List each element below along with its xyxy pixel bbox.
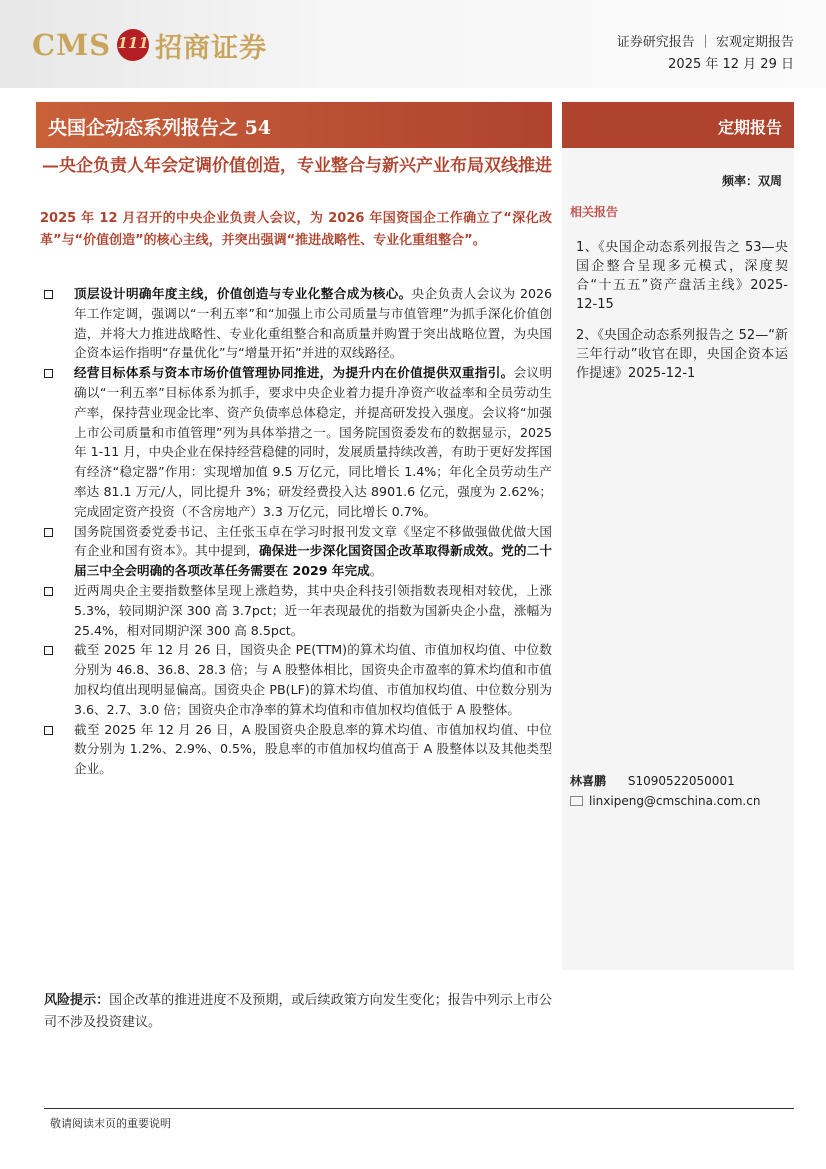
key-point: 经营目标体系与资本市场价值管理协同推进，为提升内在价值提供双重指引。会议明确以“一利五率”目标体系为抓手，要求中央企业着力提升净资产收益率和全员劳动生产率，保持营业现金比率、资产负债率总体稳定，并提高研发投入强度。会议将“加强上市公司质量和市值管理”列为具体举措之一。国务院国资委发布的数据显示，2025 年 1-11 月，中央企业在保持经营稳健的同时，发展质量持续改善，有助于更好发挥国有经济“稳定器”作用：实现增加值 9.5 万亿元，同比增长 1.4%；年化全员劳动生产率达 81.1 万元/人，同比提升 3%；研发经费投入达 8901.6 亿元，强度为 2.62%；完成固定资产投资（不含房地产）3.3 万亿元，同比增长 0.7%。 (40, 363, 552, 521)
mail-icon (570, 796, 583, 806)
frequency-label: 频率：双周 (721, 174, 782, 188)
checkbox-square-icon (44, 290, 53, 299)
risk-label: 风险提示： (44, 993, 110, 1008)
analyst-name: 林喜鹏 (570, 774, 607, 788)
cms-logo (32, 26, 267, 64)
analyst-info (570, 772, 735, 789)
risk-text: 国企改革的推进进度不及预期，或后续政策方向发生变化；报告中列示上市公司不涉及投资建议。 (44, 993, 552, 1030)
key-points-list (40, 284, 552, 779)
checkbox-square-icon (44, 369, 53, 378)
key-point: 截至 2025 年 12 月 26 日，国资央企 PE(TTM)的算术均值、市值加权均值、中位数分别为 46.8、36.8、28.3 倍；与 A 股整体相比，国资央企市盈率的算术均值和市值加权均值出现明显偏高。国资央企 PB(LF)的算术均值、市值加权均值、中位数分别为 3.6、2.7、3.0 倍；国资央企市净率的算术均值和市值加权均值低于 A 股整体。 (40, 640, 552, 719)
analyst-email[interactable]: linxipeng@cmschina.com.cn (589, 794, 761, 808)
logo-mark-icon: 111 (117, 29, 149, 61)
related-reports-list (576, 238, 788, 395)
report-category-label: 定期报告 (717, 118, 782, 137)
report-title: 央国企动态系列报告之 54 (48, 117, 272, 139)
report-date: 2025 年 12 月 29 日 (668, 57, 794, 72)
report-subtitle: —央企负责人年会定调价值创造，专业整合与新兴产业布局双线推进 (42, 156, 552, 176)
checkbox-square-icon (44, 528, 53, 537)
key-point: 国务院国资委党委书记、主任张玉卓在学习时报刊发文章《坚定不移做强做优做大国有企业和国有资本》。其中提到，确保进一步深化国资国企改革取得新成效。党的二十届三中全会明确的各项改革任务需要在 2029 年完成。 (40, 522, 552, 581)
checkbox-square-icon (44, 587, 53, 596)
key-point: 截至 2025 年 12 月 26 日，A 股国资央企股息率的算术均值、市值加权均值、中位数分别为 1.2%、2.9%、0.5%，股息率的市值加权均值高于 A 股整体以及其他类型企业。 (40, 720, 552, 779)
related-report-item[interactable]: 2、《央国企动态系列报告之 52—“新三年行动”收官在即，央国企资本运作提速》2025-12-1 (576, 328, 788, 381)
analyst-email-row (570, 794, 760, 808)
logo-latin: CMS (32, 28, 112, 62)
summary-paragraph: 2025 年 12 月召开的中央企业负责人会议，为 2026 年国资国企工作确立了“深化改革”与“价值创造”的核心主线，并突出强调“推进战略性、专业化重组整合”。 (40, 211, 552, 248)
checkbox-square-icon (44, 726, 53, 735)
key-point: 近两周央企主要指数整体呈现上涨趋势，其中央企科技引领指数表现相对较优，上涨 5.3%，较同期沪深 300 高 3.7pct；近一年表现最优的指数为国新央企小盘，涨幅为 25.4%，相对同期沪深 300 高 8.5pct。 (40, 581, 552, 640)
header-meta (617, 32, 794, 76)
report-type: 证券研究报告 ｜ 宏观定期报告 (616, 35, 794, 50)
related-reports-heading: 相关报告 (570, 205, 619, 219)
risk-warning (44, 990, 552, 1034)
analyst-license-id: S1090522050001 (627, 774, 735, 788)
checkbox-square-icon (44, 646, 53, 655)
footer-note: 敬请阅读末页的重要说明 (50, 1117, 171, 1130)
footer-divider (44, 1108, 794, 1109)
related-report-item[interactable]: 1、《央国企动态系列报告之 53—央国企整合呈现多元模式，深度契合“十五五”资产盘活主线》2025-12-15 (576, 240, 788, 312)
key-point: 顶层设计明确年度主线，价值创造与专业化整合成为核心。央企负责人会议为 2026 年工作定调，强调以“一利五率”和“加强上市公司质量与市值管理”为抓手深化价值创造，并将大力推进战略性、专业化重组整合和高质量并购置于突出战略位置，为央国企资本运作指明“存量优化”与“增量开拓”并进的双线路径。 (40, 284, 552, 363)
logo-chinese: 招商证券 (155, 32, 268, 64)
